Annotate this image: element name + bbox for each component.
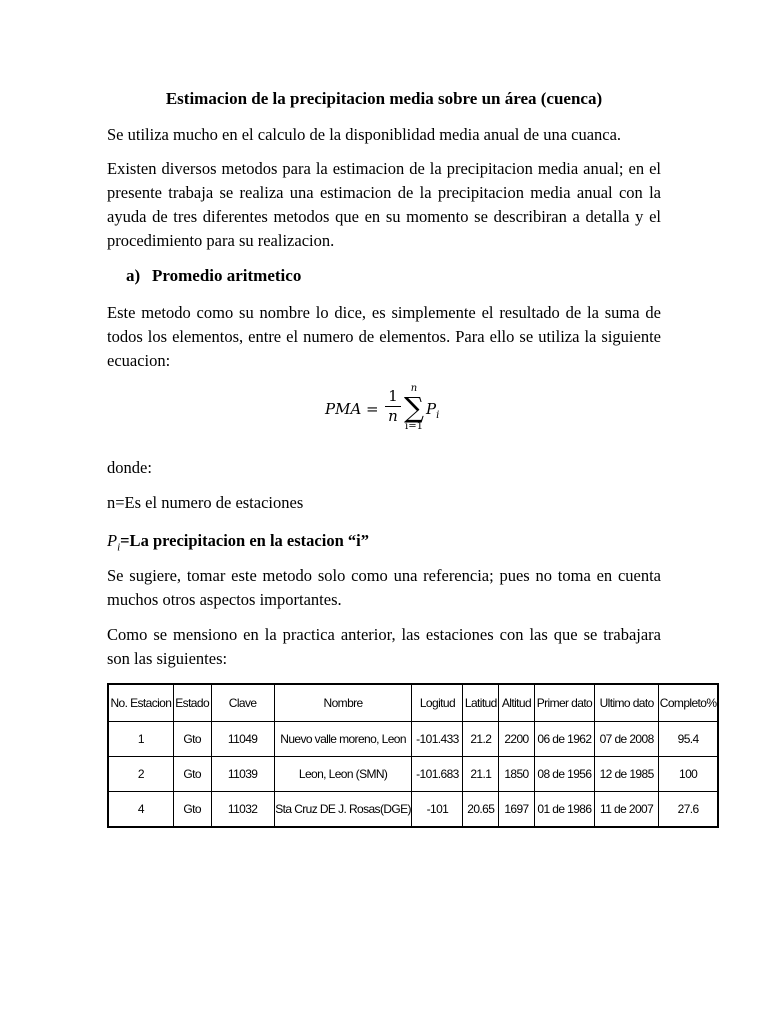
table-cell: 1697 <box>499 792 535 828</box>
table-cell: 11049 <box>211 722 274 757</box>
header-cell: Ultimo dato <box>595 684 659 722</box>
table-cell: 12 de 1985 <box>595 757 659 792</box>
table-cell: 100 <box>659 757 718 792</box>
table-cell: 1850 <box>499 757 535 792</box>
table-cell: Leon, Leon (SMN) <box>274 757 412 792</box>
methods-paragraph: Existen diversos metodos para la estimacion de la precipitacion media anual; en el presente trabaja se realiza una estimacion de la precipitacion media anual con la ayuda de tres diferentes metodos que en su momento se describiran a detalla y el procedimiento para su realizacion. <box>107 159 661 250</box>
table-cell: 11039 <box>211 757 274 792</box>
table-cell: -101.433 <box>412 722 463 757</box>
table-cell: 27.6 <box>659 792 718 828</box>
pi-sub: i <box>117 541 121 554</box>
formula-denominator: n <box>388 407 398 425</box>
table-cell: 21.2 <box>463 722 499 757</box>
stations-intro-paragraph: Como se mensiono en la practica anterior, las estaciones con las que se trabajara son las siguientes: <box>107 625 661 668</box>
table-cell: Nuevo valle moreno, Leon <box>274 722 412 757</box>
table-cell: Gto <box>173 792 211 828</box>
table-cell: 1 <box>108 722 173 757</box>
header-cell: Altitud <box>499 684 535 722</box>
sum-upper-limit: n <box>410 383 418 394</box>
pi-definition <box>107 530 369 558</box>
table-cell: 2200 <box>499 722 535 757</box>
term-sub: i <box>436 410 440 421</box>
header-cell: Primer dato <box>534 684 594 722</box>
term-var: P <box>426 400 437 418</box>
table-cell: 11032 <box>211 792 274 828</box>
formula-term <box>426 400 439 421</box>
pma-formula <box>325 383 465 443</box>
formula-lhs: PMA = <box>325 400 379 418</box>
table-cell: 95.4 <box>659 722 718 757</box>
table-header-row <box>108 684 718 722</box>
intro-paragraph: Se utiliza mucho en el calculo de la disponiblidad media anual de una cuanca. <box>107 125 622 144</box>
header-cell: Clave <box>211 684 274 722</box>
header-cell: Nombre <box>274 684 412 722</box>
suggestion-paragraph: Se sugiere, tomar este metodo solo como una referencia; pues no toma en cuenta muchos otros aspectos importantes. <box>107 566 661 609</box>
table-row <box>108 757 718 792</box>
header-cell: Logitud <box>412 684 463 722</box>
table-cell: 4 <box>108 792 173 828</box>
table-cell: Gto <box>173 757 211 792</box>
stations-table <box>107 683 719 828</box>
formula-fraction <box>385 388 401 425</box>
header-cell: Estado <box>173 684 211 722</box>
n-definition: n=Es el numero de estaciones <box>107 493 304 512</box>
document-title: Estimacion de la precipitacion media sobre un área (cuenca) <box>165 89 603 108</box>
header-cell: Latitud <box>463 684 499 722</box>
table-cell: Sta Cruz DE J. Rosas(DGE) <box>274 792 412 828</box>
table-row <box>108 722 718 757</box>
header-cell: Completo% <box>659 684 718 722</box>
header-cell: No. Estacion <box>108 684 173 722</box>
section-a-title: Promedio aritmetico <box>152 266 302 285</box>
sum-lower-limit: i=1 <box>405 421 423 432</box>
table-cell: 01 de 1986 <box>534 792 594 828</box>
donde-label: donde: <box>107 458 152 477</box>
arithmetic-paragraph: Este metodo como su nombre lo dice, es simplemente el resultado de la suma de todos los elementos, entre el numero de elementos. Para ello se utiliza la siguiente ecuacion: <box>107 303 661 370</box>
table-cell: Gto <box>173 722 211 757</box>
table-cell: -101.683 <box>412 757 463 792</box>
pi-var: P <box>107 531 118 550</box>
table-cell: 20.65 <box>463 792 499 828</box>
table-cell: 21.1 <box>463 757 499 792</box>
table-row <box>108 792 718 828</box>
section-a-marker: a) <box>126 266 141 285</box>
table-cell: 11 de 2007 <box>595 792 659 828</box>
formula-numerator: 1 <box>388 387 398 405</box>
section-a-heading <box>126 265 301 287</box>
summation <box>403 383 425 433</box>
sigma-icon: ∑ <box>404 391 424 424</box>
table-cell: 2 <box>108 757 173 792</box>
table-cell: -101 <box>412 792 463 828</box>
table-cell: 07 de 2008 <box>595 722 659 757</box>
table-cell: 06 de 1962 <box>534 722 594 757</box>
table-cell: 08 de 1956 <box>534 757 594 792</box>
pi-text: =La precipitacion en la estacion “i” <box>120 531 369 550</box>
